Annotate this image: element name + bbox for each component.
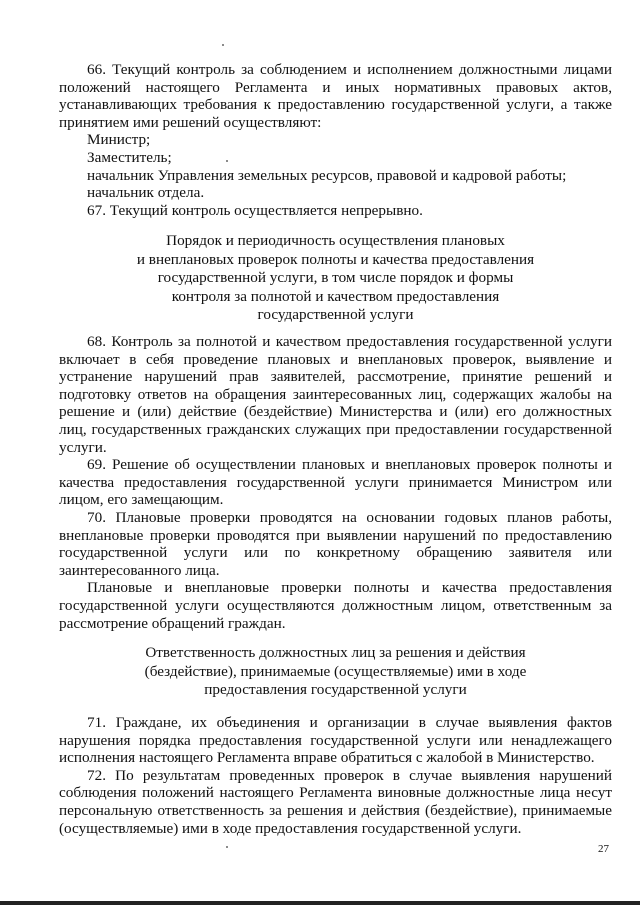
paragraph-69: 69. Решение об осуществлении плановых и внеплановых проверок полноты и качества предоставления государственной услуги принимается Министром или лицом, его замещающим. (59, 456, 612, 509)
heading-line: контроля за полнотой и качеством предоставления (171, 287, 500, 305)
heading-line: предоставления государственной услуги (204, 681, 467, 698)
heading-line: и внеплановых проверок полноты и качества предоставления (136, 250, 535, 268)
heading-line: Порядок и периодичность осуществления плановых (166, 232, 505, 249)
page-number: 27 (598, 843, 609, 855)
section-71-72 (59, 714, 612, 837)
paragraph-70: 70. Плановые проверки проводятся на основании годовых планов работы, внеплановые проверки проводятся при выявлении нарушений по предоставлению государственной услуги или по конкретному обращению заявителя или заинтересованного лица. (59, 508, 612, 579)
paragraph-66: 66. Текущий контроль за соблюдением и исполнением должностными лицами положений настоящего Регламента и иных нормативных правовых актов, устанавливающих требования к предоставлению государственной услуги, а также принятием ими решений осуществляют: (59, 61, 612, 131)
scan-speck (226, 846, 228, 848)
heading-line: (бездействие), принимаемые (осуществляемые) ими в ходе (144, 662, 527, 680)
paragraph-67: 67. Текущий контроль осуществляется непрерывно. (87, 201, 423, 219)
section-66-67 (59, 61, 612, 219)
heading-line: государственной услуги, в том числе порядок и формы (157, 269, 514, 286)
paragraph-68: 68. Контроль за полнотой и качеством предоставления государственной услуги включает в себя проведение плановых и внеплановых проверок, выявление и устранение нарушений прав заявителей, рассмотрение, принятие решений и подготовку ответов на обращения заинтересованных лиц, содержащих жалобы на решение и (или) действие (бездействие) Министерства и (или) его должностных лиц, государственных гражданских служащих при предоставлении государственной услуги. (59, 333, 612, 456)
official-deputy: Заместитель; (87, 148, 172, 166)
official-minister: Министр; (87, 131, 151, 149)
scan-speck (222, 44, 224, 46)
heading-line: государственной услуги (257, 306, 414, 323)
heading-line: Ответственность должностных лиц за решения и действия (145, 644, 526, 661)
paragraph-71: 71. Граждане, их объединения и организации в случае выявления фактов нарушения порядка предоставления государственной услуги или ненадлежащего исполнения настоящего Регламента вправе обратиться с жалобой в Министерство. (59, 714, 612, 767)
official-department-head: начальник Управления земельных ресурсов, правовой и кадровой работы; (87, 166, 567, 184)
section-68-70 (59, 333, 612, 632)
scan-bottom-edge (0, 901, 640, 905)
paragraph-70-continued: Плановые и внеплановые проверки полноты и качества предоставления государственной услуги осуществляются должностным лицом, ответственным за рассмотрение обращений граждан. (59, 579, 612, 632)
official-section-head: начальник отдела. (87, 184, 205, 202)
paragraph-72: 72. По результатам проведенных проверок в случае выявления нарушений соблюдения положений настоящего Регламента виновные должностные лица несут персональную ответственность за решения и действия (бездействие), принимаемые (осуществляемые) ими в ходе предоставления государственной услуги. (59, 766, 612, 837)
section-heading-inspections (59, 232, 612, 325)
section-heading-responsibility (59, 644, 612, 700)
